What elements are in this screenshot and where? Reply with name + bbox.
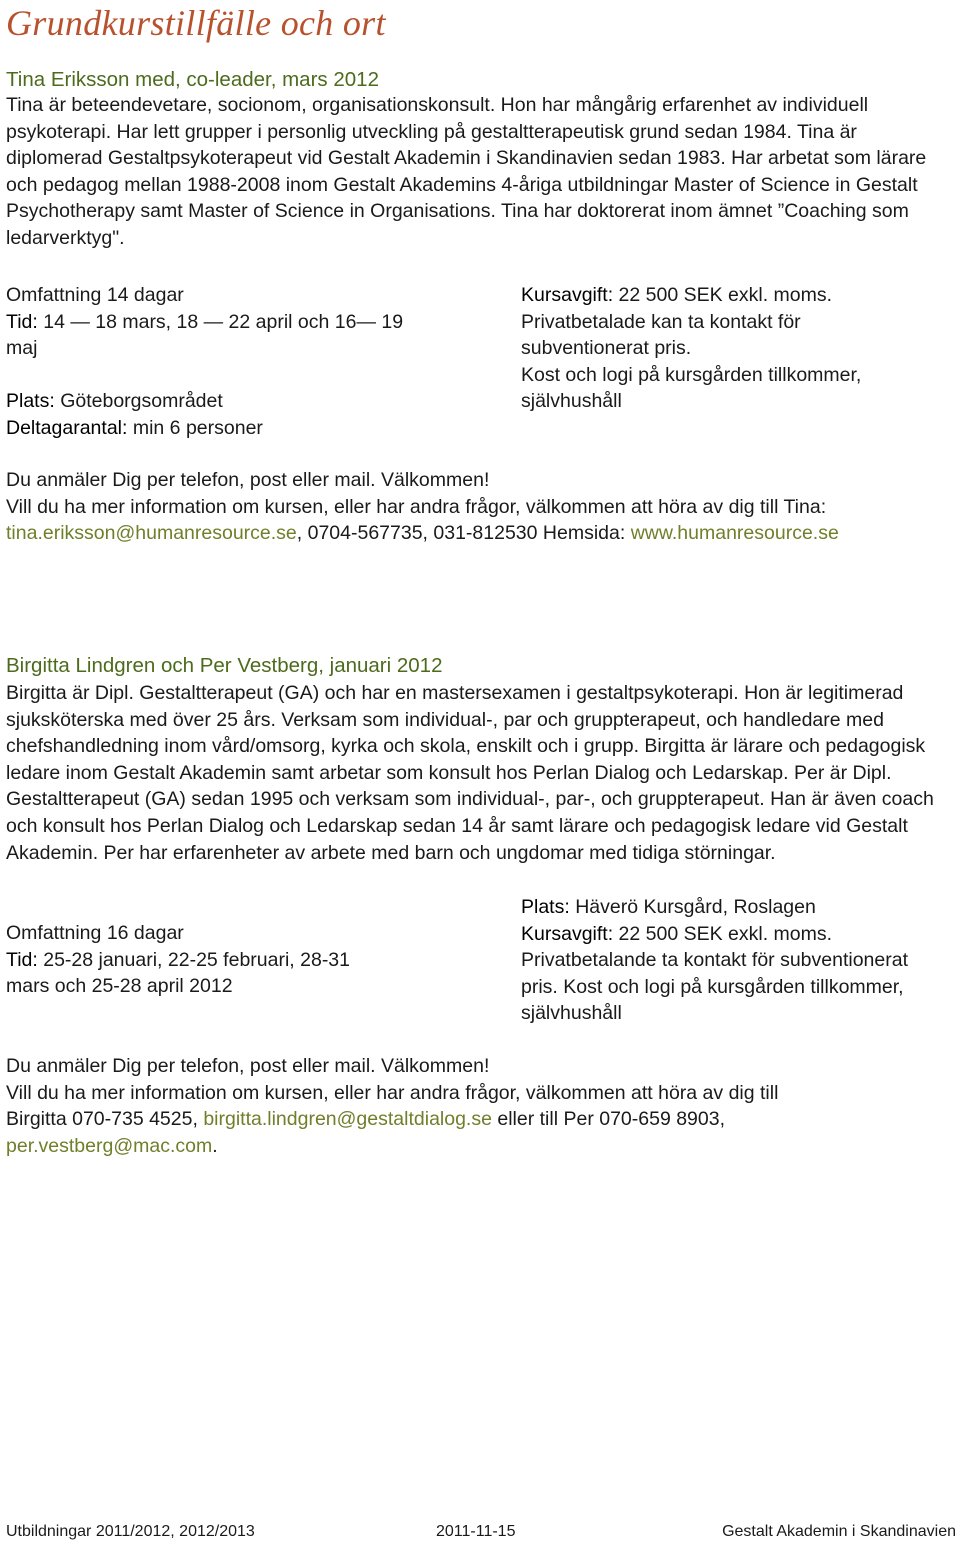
time-value: 14 — 18 mars, 18 — 22 april och 16— 19 bbox=[43, 310, 404, 333]
place-label: Plats: bbox=[6, 390, 55, 412]
fee-value: 22 500 SEK exkl. moms. bbox=[618, 284, 833, 306]
course-1-fee-line-3: subventionerat pris. bbox=[521, 337, 692, 359]
course-2-details-left bbox=[6, 920, 350, 1000]
place-value: Göteborgsområdet bbox=[60, 390, 223, 412]
course-2-heading: Birgitta Lindgren och Per Vestberg, januari 2012 bbox=[6, 654, 443, 677]
spacer bbox=[6, 362, 403, 389]
course-1-info: Vill du ha mer information om kursen, eller har andra frågor, välkommen att höra av dig till Tina: bbox=[6, 495, 827, 518]
scope-label: Omfattning bbox=[6, 922, 102, 944]
course-2-signup: Du anmäler Dig per telefon, post eller mail. Välkommen! bbox=[6, 1055, 490, 1077]
course-2-contact bbox=[6, 1053, 778, 1159]
course-1-contact bbox=[6, 467, 839, 547]
participants-label: Deltagarantal: bbox=[6, 416, 128, 439]
email-link-per[interactable]: per.vestberg@mac.com bbox=[6, 1134, 213, 1157]
course-2-fee bbox=[521, 921, 908, 948]
course-1-details-left bbox=[6, 282, 403, 441]
email-link[interactable]: tina.eriksson@humanresource.se bbox=[6, 522, 297, 544]
contact-middle: eller till Per 070-659 8903, bbox=[491, 1108, 726, 1130]
course-1-bio: Tina är beteendevetare, socionom, organisationskonsult. Hon har mångårig erfarenhet av individuell psykoterapi. Har lett grupper i personlig utveckling på gestaltterapeutisk grund sedan 1984. Tina är diplomerad Gestaltpsykoterapeut vid Gestalt Akademin i Skandinavien sedan 1983. Har arbetat som lärare och pedagog mellan 1988-2008 inom Gestalt Akademins 4-åriga utbildningar Master of Science in Gestalt Psychotherapy samt Master of Science in Organisations. Tina har doktorerat inom ämnet ”Coaching som ledarverktyg". bbox=[6, 94, 927, 249]
course-1-fee-line-2: Privatbetalade kan ta kontakt för bbox=[521, 310, 801, 333]
website-link[interactable]: www.humanresource.se bbox=[630, 522, 839, 544]
contact-end: . bbox=[212, 1134, 218, 1157]
course-2-fee-line-3: pris. Kost och logi på kursgården tillkommer, bbox=[521, 975, 904, 998]
course-1-fee bbox=[521, 282, 861, 309]
footer-right: Gestalt Akademin i Skandinavien bbox=[722, 1523, 956, 1540]
course-1-fee-line-5: självhushåll bbox=[521, 390, 622, 412]
course-2-bio: Birgitta är Dipl. Gestaltterapeut (GA) och har en mastersexamen i gestaltpsykoterapi. Hon är legitimerad sjuksköterska med över 25 års. Verksam som individual-, par och gruppterapeut, och handledare med chefshandledning inom vård/omsorg, kyrka och skola, enskilt och i grupp. Birgitta är lärare och pedagogisk ledare inom Gestalt Akademin samt arbetar som konsult hos Perlan Dialog och Ledarskap. Per är Dipl. Gestaltterapeut (GA) sedan 1995 och verksam som individual-, par-, och gruppterapeut. Han är även coach och konsult hos Perlan Dialog och Ledarskap sedan 14 år samt lärare och pedagogisk ledare vid Gestalt Akademin. Per har erfarenheter av arbete med barn och ungdomar med tidiga störningar. bbox=[6, 682, 934, 864]
scope-value: 16 dagar bbox=[106, 922, 184, 944]
email-link-birgitta[interactable]: birgitta.lindgren@gestaltdialog.se bbox=[203, 1108, 492, 1130]
page-title: Grundkurstillfälle och ort bbox=[6, 3, 386, 43]
course-2-time bbox=[6, 947, 350, 974]
course-2-place bbox=[521, 894, 908, 921]
footer-left: Utbildningar 2011/2012, 2012/2013 bbox=[6, 1523, 255, 1540]
course-2-details-right bbox=[521, 894, 908, 1027]
scope-label: Omfattning bbox=[6, 284, 102, 306]
time-value: 25-28 januari, 22-25 februari, 28-31 bbox=[43, 948, 351, 971]
fee-label: Kursavgift: bbox=[521, 284, 614, 306]
place-value: Häverö Kursgård, Roslagen bbox=[575, 896, 816, 918]
course-2-scope bbox=[6, 920, 350, 947]
course-1-details-right bbox=[521, 282, 861, 415]
course-1-heading: Tina Eriksson med, co-leader, mars 2012 bbox=[6, 68, 379, 91]
course-1-place bbox=[6, 388, 403, 415]
course-1-scope bbox=[6, 282, 403, 309]
course-2-fee-line-2: Privatbetalande ta kontakt för subventionerat bbox=[521, 949, 908, 971]
course-1-time-cont: maj bbox=[6, 337, 38, 359]
participants-value: min 6 personer bbox=[132, 416, 263, 439]
scope-value: 14 dagar bbox=[106, 284, 184, 306]
time-label: Tid: bbox=[6, 948, 38, 971]
fee-label: Kursavgift: bbox=[521, 922, 614, 945]
course-2-contact-line-2 bbox=[6, 1133, 778, 1160]
course-2-info: Vill du ha mer information om kursen, eller har andra frågor, välkommen att höra av dig till bbox=[6, 1081, 779, 1104]
place-label: Plats: bbox=[521, 896, 570, 918]
course-1-participants bbox=[6, 415, 403, 442]
phone-numbers: , 0704-567735, 031-812530 Hemsida: bbox=[296, 522, 631, 544]
footer-date: 2011-11-15 bbox=[436, 1523, 516, 1540]
course-1-signup: Du anmäler Dig per telefon, post eller mail. Välkommen! bbox=[6, 469, 490, 491]
course-2-fee-line-4: självhushåll bbox=[521, 1002, 622, 1024]
course-1-time bbox=[6, 309, 403, 336]
course-1-fee-line-4: Kost och logi på kursgården tillkommer, bbox=[521, 363, 862, 386]
course-1-contact-line bbox=[6, 520, 839, 547]
fee-value: 22 500 SEK exkl. moms. bbox=[618, 922, 833, 945]
course-2-time-cont: mars och 25-28 april 2012 bbox=[6, 975, 233, 997]
course-2-contact-line bbox=[6, 1106, 778, 1133]
time-label: Tid: bbox=[6, 310, 38, 333]
contact-prefix: Birgitta 070-735 4525, bbox=[6, 1108, 204, 1130]
